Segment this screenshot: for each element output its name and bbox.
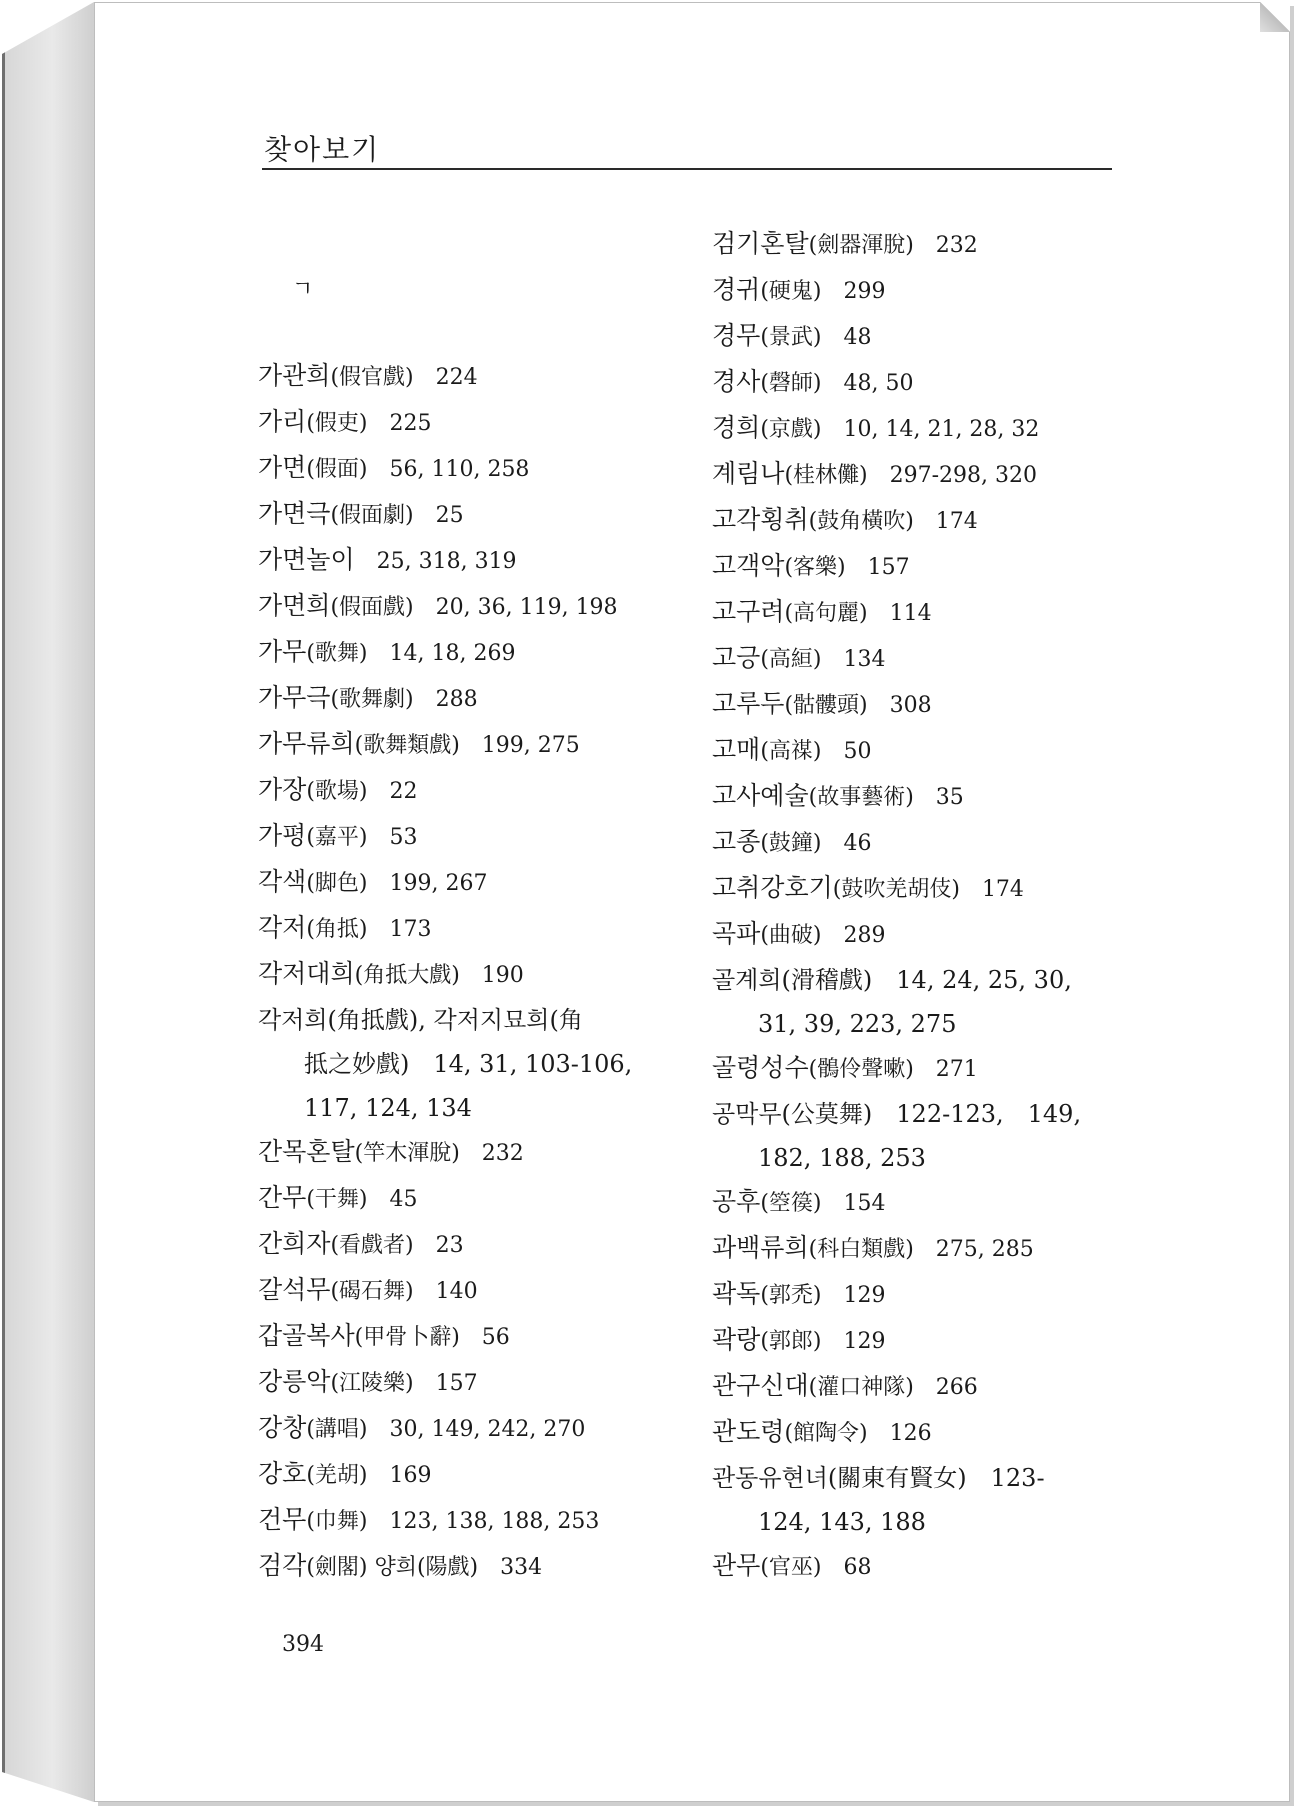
index-hanja: (鶻伶聲嗽) xyxy=(808,1057,914,1082)
index-hanja: (干舞) xyxy=(306,1187,368,1212)
index-hanja: (灌口神隊) xyxy=(808,1375,914,1400)
index-term: 간희자 xyxy=(258,1229,331,1258)
page-corner-curl xyxy=(1260,2,1290,32)
index-hanja: (官巫) xyxy=(760,1555,822,1580)
index-pages: 25, 318, 319 xyxy=(376,549,517,574)
index-term: 관무 xyxy=(712,1551,761,1580)
index-hanja: (竿木渾脫) xyxy=(354,1141,460,1166)
index-pages: 275, 285 xyxy=(935,1237,1034,1262)
index-pages: 48 xyxy=(843,325,872,350)
index-entry xyxy=(258,1130,718,1176)
index-term: 갑골복사 xyxy=(258,1321,355,1350)
index-term: 고긍 xyxy=(712,643,761,672)
index-entry xyxy=(258,722,718,768)
index-hanja: (角抵大戲) xyxy=(354,963,460,988)
index-term: 가면놀이 xyxy=(258,545,355,574)
index-pages: 30, 149, 242, 270 xyxy=(389,1417,586,1442)
index-hanja: (歌舞劇) xyxy=(330,687,414,712)
index-term: 검기혼탈 xyxy=(712,229,809,258)
index-pages: 56 xyxy=(481,1325,510,1350)
index-entry xyxy=(712,682,1172,728)
index-hanja: (京戲) xyxy=(760,417,822,442)
index-entry xyxy=(258,1544,718,1590)
index-term: 각저대희 xyxy=(258,959,355,988)
index-entry xyxy=(712,268,1172,314)
index-term: 계림나 xyxy=(712,459,785,488)
index-term: 과백류희 xyxy=(712,1233,809,1262)
index-entry xyxy=(258,446,718,492)
index-hanja: (假官戲) xyxy=(330,365,414,390)
index-term: 간무 xyxy=(258,1183,307,1212)
index-entry-line: 관동유현녀(關東有賢女) 123- xyxy=(712,1464,1045,1492)
index-pages: 140 xyxy=(435,1279,478,1304)
index-pages: 224 xyxy=(435,365,478,390)
index-hanja: (看戲者) xyxy=(330,1233,414,1258)
index-term: 고취강호기 xyxy=(712,873,833,902)
index-entry xyxy=(258,1406,718,1452)
index-pages: 174 xyxy=(935,509,978,534)
index-hanja: (講唱) xyxy=(306,1417,368,1442)
index-hanja: (曲破) xyxy=(760,923,822,948)
header-rule xyxy=(262,168,1112,170)
index-entry xyxy=(258,630,718,676)
index-hanja: (角抵) xyxy=(306,917,368,942)
index-hanja: (江陵樂) xyxy=(330,1371,414,1396)
index-term: 관구신대 xyxy=(712,1371,809,1400)
index-pages: 289 xyxy=(843,923,886,948)
index-term: 고객악 xyxy=(712,551,785,580)
index-hanja: (科白類戲) xyxy=(808,1237,914,1262)
index-pages: 50 xyxy=(843,739,872,764)
index-entry xyxy=(258,538,718,584)
index-entry xyxy=(712,636,1172,682)
index-entry xyxy=(258,1268,718,1314)
index-pages: 126 xyxy=(889,1421,932,1446)
index-term: 가무극 xyxy=(258,683,331,712)
index-term: 경귀 xyxy=(712,275,761,304)
index-entry xyxy=(258,1314,718,1360)
index-hanja: (骷髏頭) xyxy=(784,693,868,718)
index-hanja: (桂林儺) xyxy=(784,463,868,488)
index-entry xyxy=(712,820,1172,866)
index-term: 각저 xyxy=(258,913,307,942)
index-column-right xyxy=(712,222,1172,1590)
index-entry xyxy=(712,452,1172,498)
index-term: 고종 xyxy=(712,827,761,856)
index-pages: 232 xyxy=(481,1141,524,1166)
index-hanja: (假面) xyxy=(306,457,368,482)
index-term: 가무 xyxy=(258,637,307,666)
index-hanja: (歌舞) xyxy=(306,641,368,666)
index-hanja: (鼓吹羌胡伎) xyxy=(832,877,960,902)
index-term: 각색 xyxy=(258,867,307,896)
index-hanja: (歌場) xyxy=(306,779,368,804)
index-pages: 199, 267 xyxy=(389,871,488,896)
index-pages: 56, 110, 258 xyxy=(389,457,530,482)
index-pages: 14, 18, 269 xyxy=(389,641,516,666)
index-pages: 334 xyxy=(500,1555,543,1580)
index-hanja: (嘉平) xyxy=(306,825,368,850)
index-entry xyxy=(258,676,718,722)
index-term: 관도령 xyxy=(712,1417,785,1446)
index-hanja: (假面劇) xyxy=(330,503,414,528)
index-entry-line: 각저희(角抵戲), 각저지묘희(角 xyxy=(258,1006,583,1034)
index-pages: 53 xyxy=(389,825,418,850)
index-pages: 129 xyxy=(843,1329,886,1354)
index-entry xyxy=(712,728,1172,774)
index-entry xyxy=(258,1360,718,1406)
index-entry-line: 124, 143, 188 xyxy=(758,1508,926,1536)
index-pages: 23 xyxy=(435,1233,464,1258)
index-entry xyxy=(258,952,718,998)
index-term: 가면극 xyxy=(258,499,331,528)
index-pages: 129 xyxy=(843,1283,886,1308)
index-pages: 46 xyxy=(843,831,872,856)
index-entry xyxy=(258,860,718,906)
index-entry-line: 공막무(公莫舞) 122-123, 149, xyxy=(712,1100,1082,1128)
index-entry xyxy=(712,1226,1172,1272)
index-hanja: (郭郎) xyxy=(760,1329,822,1354)
index-pages: 20, 36, 119, 198 xyxy=(435,595,618,620)
index-entry xyxy=(258,814,718,860)
index-entry-multiline xyxy=(712,958,1172,1046)
index-pages: 114 xyxy=(889,601,932,626)
index-term: 골령성수 xyxy=(712,1053,809,1082)
index-term: 곡파 xyxy=(712,919,761,948)
index-term: 간목혼탈 xyxy=(258,1137,355,1166)
index-entry xyxy=(712,774,1172,820)
index-entry xyxy=(258,354,718,400)
index-term: 검각 xyxy=(258,1551,307,1580)
index-entry xyxy=(712,314,1172,360)
index-entry xyxy=(258,1452,718,1498)
index-term: 갈석무 xyxy=(258,1275,331,1304)
index-entry xyxy=(712,1364,1172,1410)
index-pages: 271 xyxy=(935,1057,978,1082)
index-pages: 199, 275 xyxy=(481,733,580,758)
index-hanja: (鼓角橫吹) xyxy=(808,509,914,534)
page-number: 394 xyxy=(282,1632,324,1657)
index-term: 가무류희 xyxy=(258,729,355,758)
index-term: 가리 xyxy=(258,407,307,436)
index-pages: 297-298, 320 xyxy=(889,463,1038,488)
index-term: 고루두 xyxy=(712,689,785,718)
index-entry xyxy=(258,768,718,814)
index-entry xyxy=(712,1180,1172,1226)
index-entry xyxy=(258,1176,718,1222)
index-pages: 232 xyxy=(935,233,978,258)
index-entry xyxy=(712,866,1172,912)
index-hanja: (箜篌) xyxy=(760,1191,822,1216)
index-pages: 10, 14, 21, 28, 32 xyxy=(843,417,1040,442)
index-hanja: (歌舞類戲) xyxy=(354,733,460,758)
index-entry xyxy=(712,1046,1172,1092)
index-term: 경무 xyxy=(712,321,761,350)
index-hanja: (劍器渾脫) xyxy=(808,233,914,258)
index-pages: 22 xyxy=(389,779,418,804)
index-entry xyxy=(712,1410,1172,1456)
index-hanja: (高禖) xyxy=(760,739,822,764)
index-hanja: (硬鬼) xyxy=(760,279,822,304)
index-entry xyxy=(712,912,1172,958)
index-hanja: (劍閣) 양희(陽戲) xyxy=(306,1555,479,1580)
index-pages: 308 xyxy=(889,693,932,718)
index-entry xyxy=(712,1318,1172,1364)
index-hanja: (磬師) xyxy=(760,371,822,396)
index-hanja: (客樂) xyxy=(784,555,846,580)
index-term: 곽독 xyxy=(712,1279,761,1308)
index-pages: 173 xyxy=(389,917,432,942)
index-entry xyxy=(258,906,718,952)
index-hanja: (館陶令) xyxy=(784,1421,868,1446)
index-entry-multiline xyxy=(258,998,718,1130)
index-entry xyxy=(258,400,718,446)
index-entry xyxy=(712,1544,1172,1590)
index-pages: 225 xyxy=(389,411,432,436)
index-hanja: (假面戲) xyxy=(330,595,414,620)
index-entry-line: 抵之妙戲) 14, 31, 103-106, xyxy=(304,1050,633,1078)
index-pages: 123, 138, 188, 253 xyxy=(389,1509,600,1534)
page-header: 찾아보기 xyxy=(264,133,381,166)
index-term: 곽랑 xyxy=(712,1325,761,1354)
index-pages: 35 xyxy=(935,785,964,810)
index-hanja: (景武) xyxy=(760,325,822,350)
index-term: 고구려 xyxy=(712,597,785,626)
index-entry xyxy=(712,498,1172,544)
index-pages: 157 xyxy=(867,555,910,580)
index-entry xyxy=(258,584,718,630)
index-hanja: (巾舞) xyxy=(306,1509,368,1534)
index-term: 강창 xyxy=(258,1413,307,1442)
index-hanja: (高絙) xyxy=(760,647,822,672)
index-entry xyxy=(258,492,718,538)
index-term: 경희 xyxy=(712,413,761,442)
index-term: 고사예술 xyxy=(712,781,809,810)
section-letter: ㄱ xyxy=(292,277,314,302)
index-term: 강호 xyxy=(258,1459,307,1488)
index-term: 건무 xyxy=(258,1505,307,1534)
index-pages: 68 xyxy=(843,1555,872,1580)
index-term: 경사 xyxy=(712,367,761,396)
index-hanja: (鼓鐘) xyxy=(760,831,822,856)
index-pages: 190 xyxy=(481,963,524,988)
index-pages: 48, 50 xyxy=(843,371,914,396)
index-hanja: (碣石舞) xyxy=(330,1279,414,1304)
index-hanja: (故事藝術) xyxy=(808,785,914,810)
index-entry-multiline xyxy=(712,1092,1172,1180)
index-pages: 288 xyxy=(435,687,478,712)
index-entry-line: 31, 39, 223, 275 xyxy=(758,1010,957,1038)
index-term: 강릉악 xyxy=(258,1367,331,1396)
index-term: 가장 xyxy=(258,775,307,804)
index-entry-line: 골계희(滑稽戲) 14, 24, 25, 30, xyxy=(712,966,1072,994)
index-pages: 45 xyxy=(389,1187,418,1212)
index-hanja: (甲骨卜辭) xyxy=(354,1325,460,1350)
index-term: 가면 xyxy=(258,453,307,482)
index-pages: 154 xyxy=(843,1191,886,1216)
index-entry xyxy=(712,406,1172,452)
index-entry-multiline xyxy=(712,1456,1172,1544)
index-term: 고매 xyxy=(712,735,761,764)
index-pages: 25 xyxy=(435,503,464,528)
index-term: 고각횡취 xyxy=(712,505,809,534)
index-pages: 169 xyxy=(389,1463,432,1488)
index-entry xyxy=(712,1272,1172,1318)
index-hanja: (假吏) xyxy=(306,411,368,436)
index-entry xyxy=(712,222,1172,268)
index-entry xyxy=(258,1222,718,1268)
index-pages: 299 xyxy=(843,279,886,304)
index-entry xyxy=(712,544,1172,590)
index-entry-line: 117, 124, 134 xyxy=(304,1094,472,1122)
index-pages: 266 xyxy=(935,1375,978,1400)
index-term: 가평 xyxy=(258,821,307,850)
index-hanja: (郭禿) xyxy=(760,1283,822,1308)
index-hanja: (羌胡) xyxy=(306,1463,368,1488)
index-term: 가면희 xyxy=(258,591,331,620)
index-pages: 134 xyxy=(843,647,886,672)
index-term: 가관희 xyxy=(258,361,331,390)
index-term: 공후 xyxy=(712,1187,761,1216)
index-column-left xyxy=(258,354,718,1590)
index-hanja: (高句麗) xyxy=(784,601,868,626)
index-entry xyxy=(712,590,1172,636)
index-entry-line: 182, 188, 253 xyxy=(758,1144,926,1172)
index-entry xyxy=(712,360,1172,406)
index-entry xyxy=(258,1498,718,1544)
book-spine-edge xyxy=(2,2,94,1802)
index-hanja: (脚色) xyxy=(306,871,368,896)
index-pages: 174 xyxy=(981,877,1024,902)
index-pages: 157 xyxy=(435,1371,478,1396)
